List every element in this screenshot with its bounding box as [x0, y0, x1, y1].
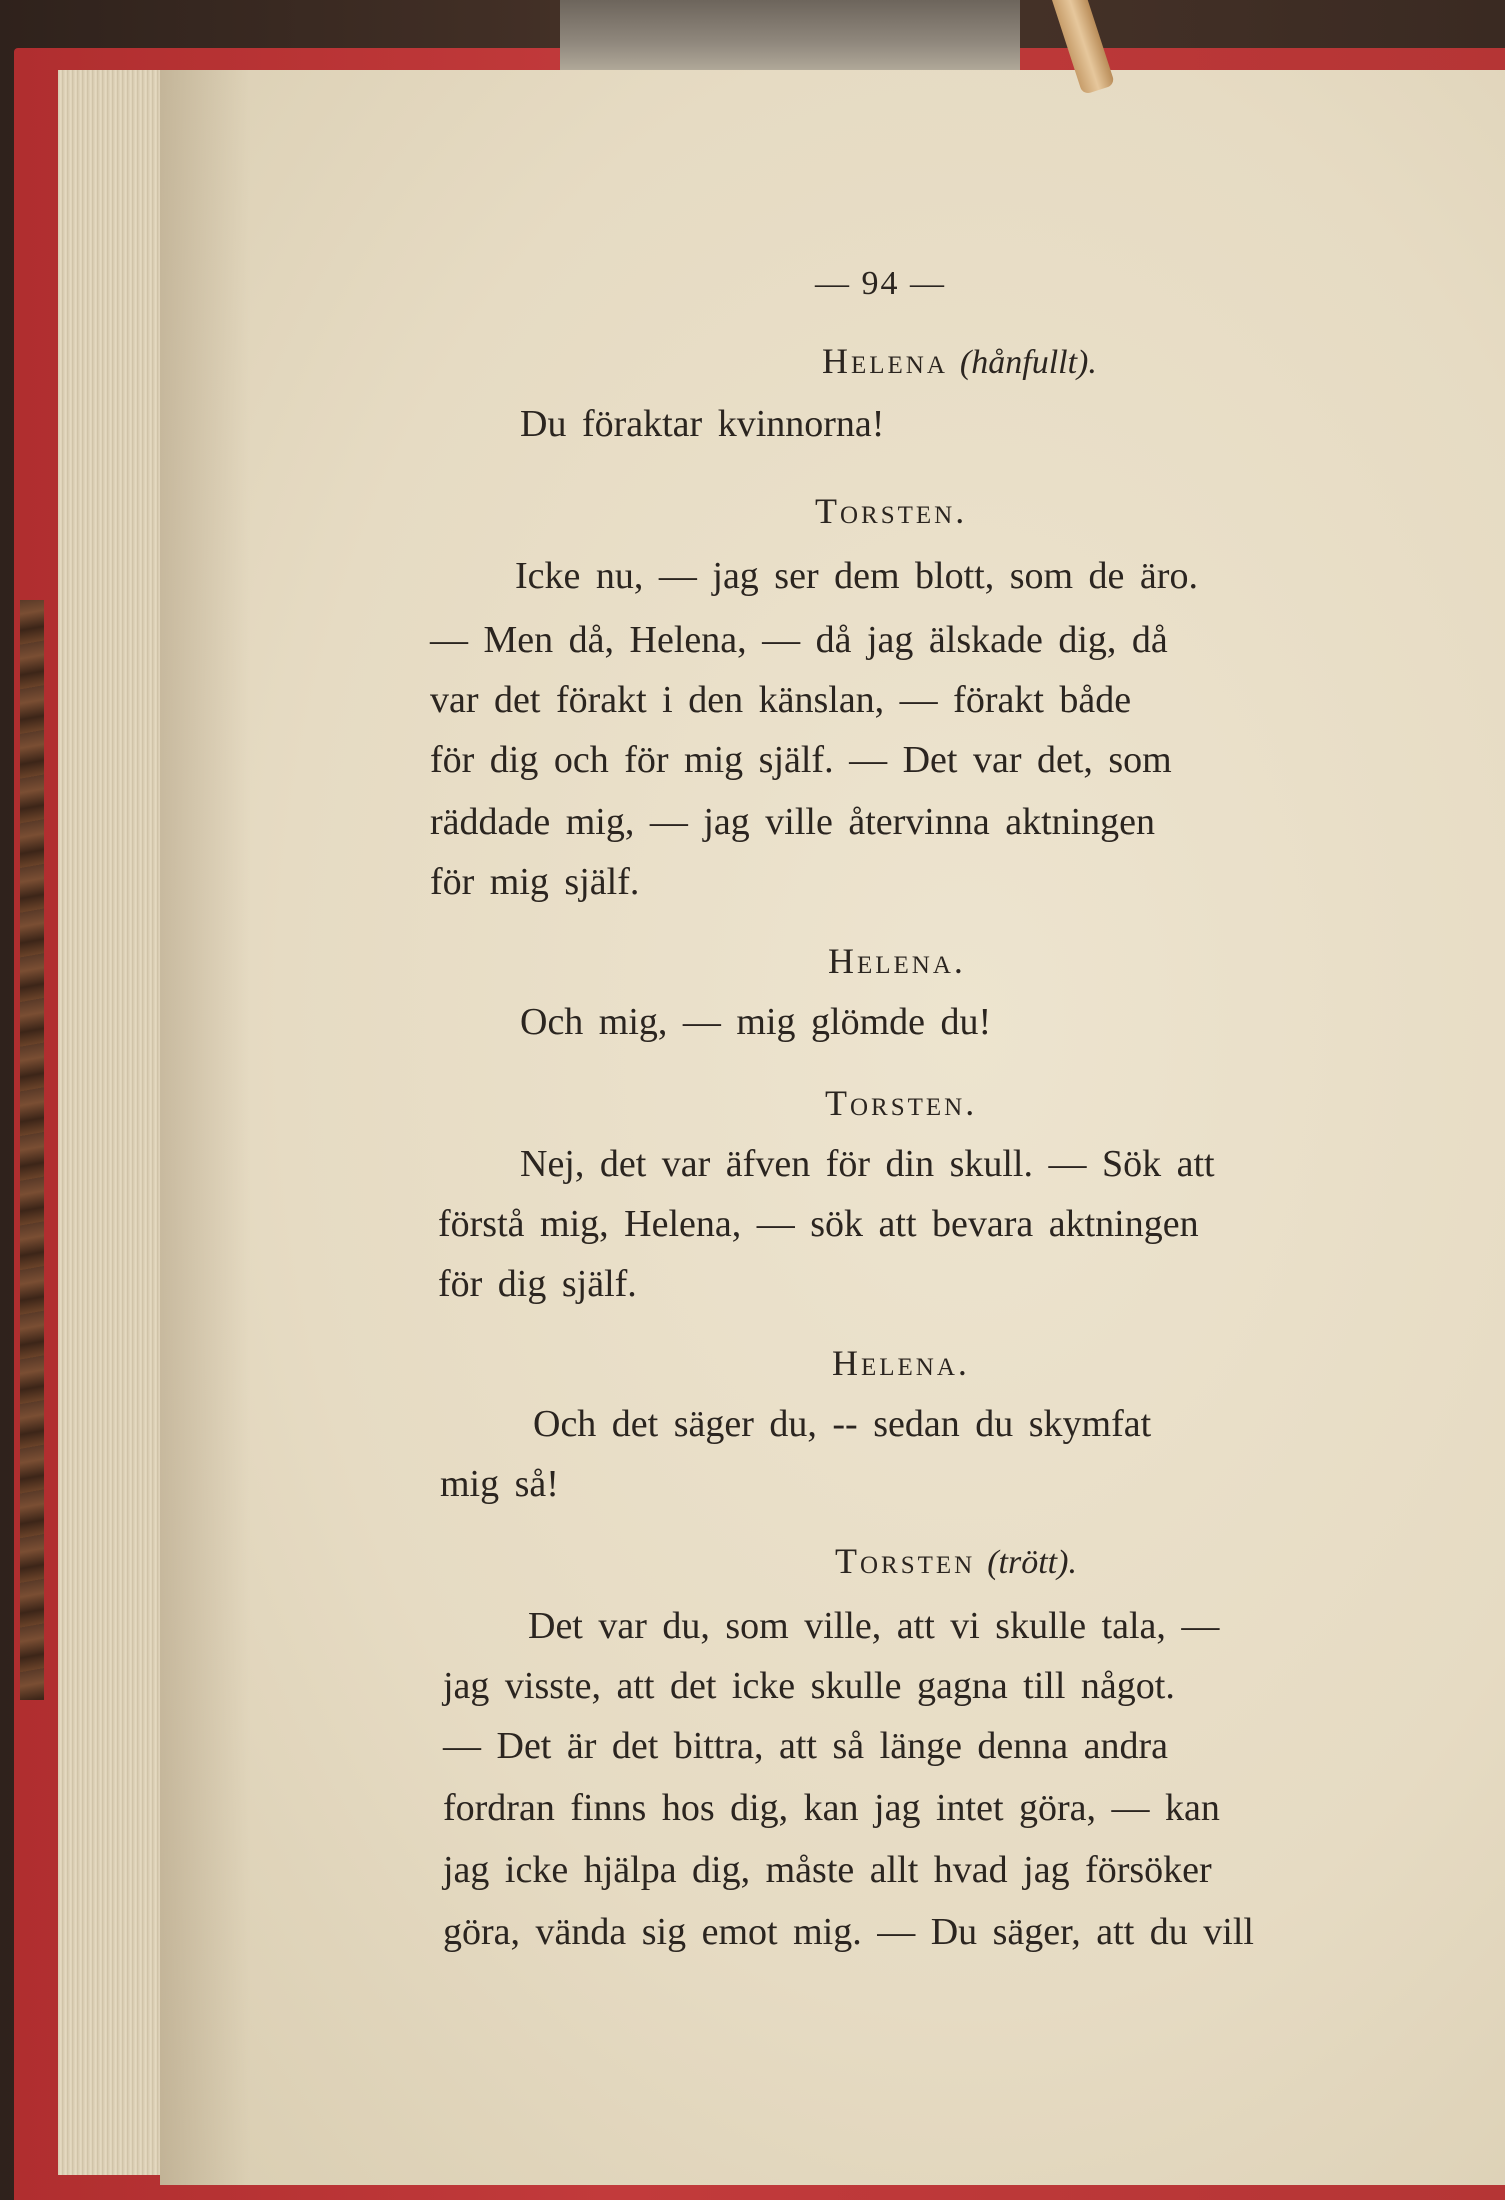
text-line: fordran finns hos dig, kan jag intet göra, — kan: [443, 1787, 1220, 1829]
text-line: mig så!: [440, 1463, 559, 1505]
text-line: förstå mig, Helena, — sök att bevara aktningen: [438, 1203, 1199, 1245]
speaker-name: Torsten: [835, 1541, 976, 1581]
text-line: — Det är det bittra, att så länge denna andra: [443, 1725, 1169, 1767]
stage-direction: (trött).: [987, 1544, 1077, 1581]
speaker-heading: [825, 1082, 977, 1124]
speaker-name: Torsten.: [825, 1083, 978, 1123]
speaker-heading: [835, 1540, 1077, 1582]
top-clip: [560, 0, 1020, 70]
text-line: göra, vända sig emot mig. — Du säger, att du vill: [443, 1911, 1254, 1953]
speaker-name: Helena.: [832, 1343, 970, 1383]
speaker-name: Helena.: [828, 941, 966, 981]
text-line: för dig själf.: [438, 1263, 637, 1305]
speaker-heading: [828, 940, 966, 982]
text-line: var det förakt i den känslan, — förakt både: [430, 679, 1132, 721]
speaker-name: Torsten.: [815, 491, 968, 531]
stage-direction: (hånfullt).: [959, 344, 1097, 381]
text-line: Det var du, som ville, att vi skulle tala, —: [528, 1605, 1220, 1647]
speaker-name: Helena: [822, 341, 948, 381]
gutter-shadow: [160, 70, 250, 2185]
marbled-edge: [20, 600, 44, 1700]
text-line: jag icke hjälpa dig, måste allt hvad jag försöker: [443, 1849, 1212, 1891]
page-number: — 94 —: [815, 265, 946, 302]
speaker-heading: [832, 1342, 970, 1384]
text-line: — Men då, Helena, — då jag älskade dig, då: [430, 619, 1168, 661]
text-line: jag visste, att det icke skulle gagna till något.: [443, 1665, 1175, 1707]
text-line: Och det säger du, -- sedan du skymfat: [533, 1403, 1152, 1445]
text-line: räddade mig, — jag ville återvinna aktningen: [430, 801, 1156, 843]
text-line: Och mig, — mig glömde du!: [520, 1001, 992, 1043]
text-line: Icke nu, — jag ser dem blott, som de äro.: [515, 555, 1198, 597]
text-line: Du föraktar kvinnorna!: [520, 403, 885, 445]
text-line: Nej, det var äfven för din skull. — Sök att: [520, 1143, 1215, 1185]
speaker-heading: [822, 340, 1097, 382]
text-line: för dig och för mig själf. — Det var det, som: [430, 739, 1172, 781]
speaker-heading: [815, 490, 967, 532]
text-line: för mig själf.: [430, 861, 640, 903]
